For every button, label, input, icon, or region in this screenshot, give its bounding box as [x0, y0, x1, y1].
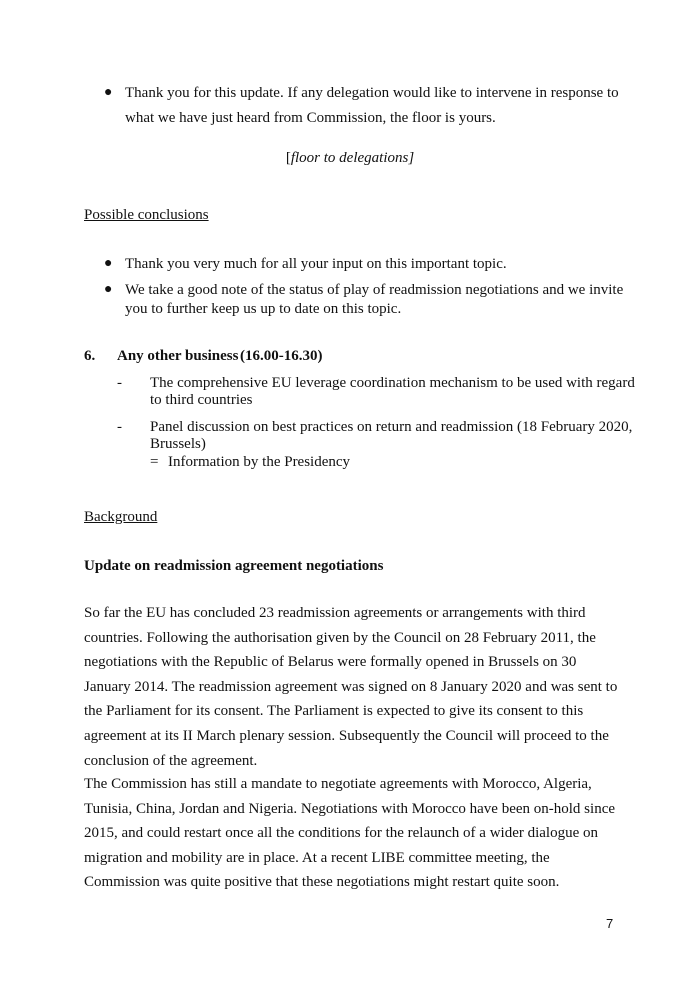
page-number: 7 — [606, 916, 614, 931]
intro-bullet-line1: Thank you for this update. If any delegation would like to intervene in response to — [125, 85, 619, 101]
bullet-icon: ● — [104, 282, 113, 297]
background-subheading: Update on readmission agreement negotiations — [84, 558, 384, 574]
agenda-item-1-line1: The comprehensive EU leverage coordination mechanism to be used with regard — [150, 375, 635, 391]
background-paragraph-2: The Commission has still a mandate to negotiate agreements with Morocco, Algeria, Tunisia, China, Jordan and Nigeria. Negotiations with Morocco have been on-hold since 2015, and could restart once all the conditions for the relaunch of a wider dialogue on migration and mobility are in place. At a recent LIBE committee meeting, the Commission was quite positive that these negotiations might restart quite soon. — [84, 776, 616, 891]
agenda-time: (16.00-16.30) — [240, 348, 323, 364]
conclusions-heading: Possible conclusions — [84, 207, 209, 223]
dash-marker: - — [117, 375, 122, 391]
agenda-title: Any other business — [117, 348, 239, 364]
agenda-sub-item: Information by the Presidency — [168, 454, 351, 470]
bullet-icon: ● — [104, 85, 113, 100]
floor-bracket: [ — [285, 150, 291, 166]
floor-to-delegations — [84, 148, 616, 168]
floor-text: floor to delegations] — [290, 150, 415, 166]
bullet-icon: ● — [104, 256, 113, 271]
conclusion-bullet-2-line2: you to further keep us up to date on this topic. — [125, 301, 402, 317]
agenda-number: 6. — [84, 348, 96, 364]
background-paragraph-1: So far the EU has concluded 23 readmission agreements or arrangements with third countries. Following the authorisation given by the Council on 28 February 2011, the negotiations with the Republic of Belarus were formally opened in Brussels on 30 January 2014. The readmission agreement was signed on 8 January 2020 and was sent to the Parliament for its consent. The Parliament is expected to give its consent to this agreement at its II March plenary session. Subsequently the Council will proceed to the conclusion of the agreement. — [84, 605, 618, 769]
agenda-item-1-line2: to third countries — [150, 392, 253, 408]
background-heading: Background — [84, 509, 158, 525]
agenda-item-2-line1: Panel discussion on best practices on return and readmission (18 February 2020, — [150, 419, 633, 435]
conclusion-bullet-1: Thank you very much for all your input on this important topic. — [125, 256, 507, 272]
agenda-sub-marker: = — [150, 454, 159, 470]
conclusion-bullet-2-line1: We take a good note of the status of play of readmission negotiations and we invite — [125, 282, 624, 298]
dash-marker: - — [117, 419, 122, 435]
intro-bullet-line2: what we have just heard from Commission, the floor is yours. — [125, 110, 496, 126]
agenda-item-2-line2: Brussels) — [150, 436, 206, 452]
